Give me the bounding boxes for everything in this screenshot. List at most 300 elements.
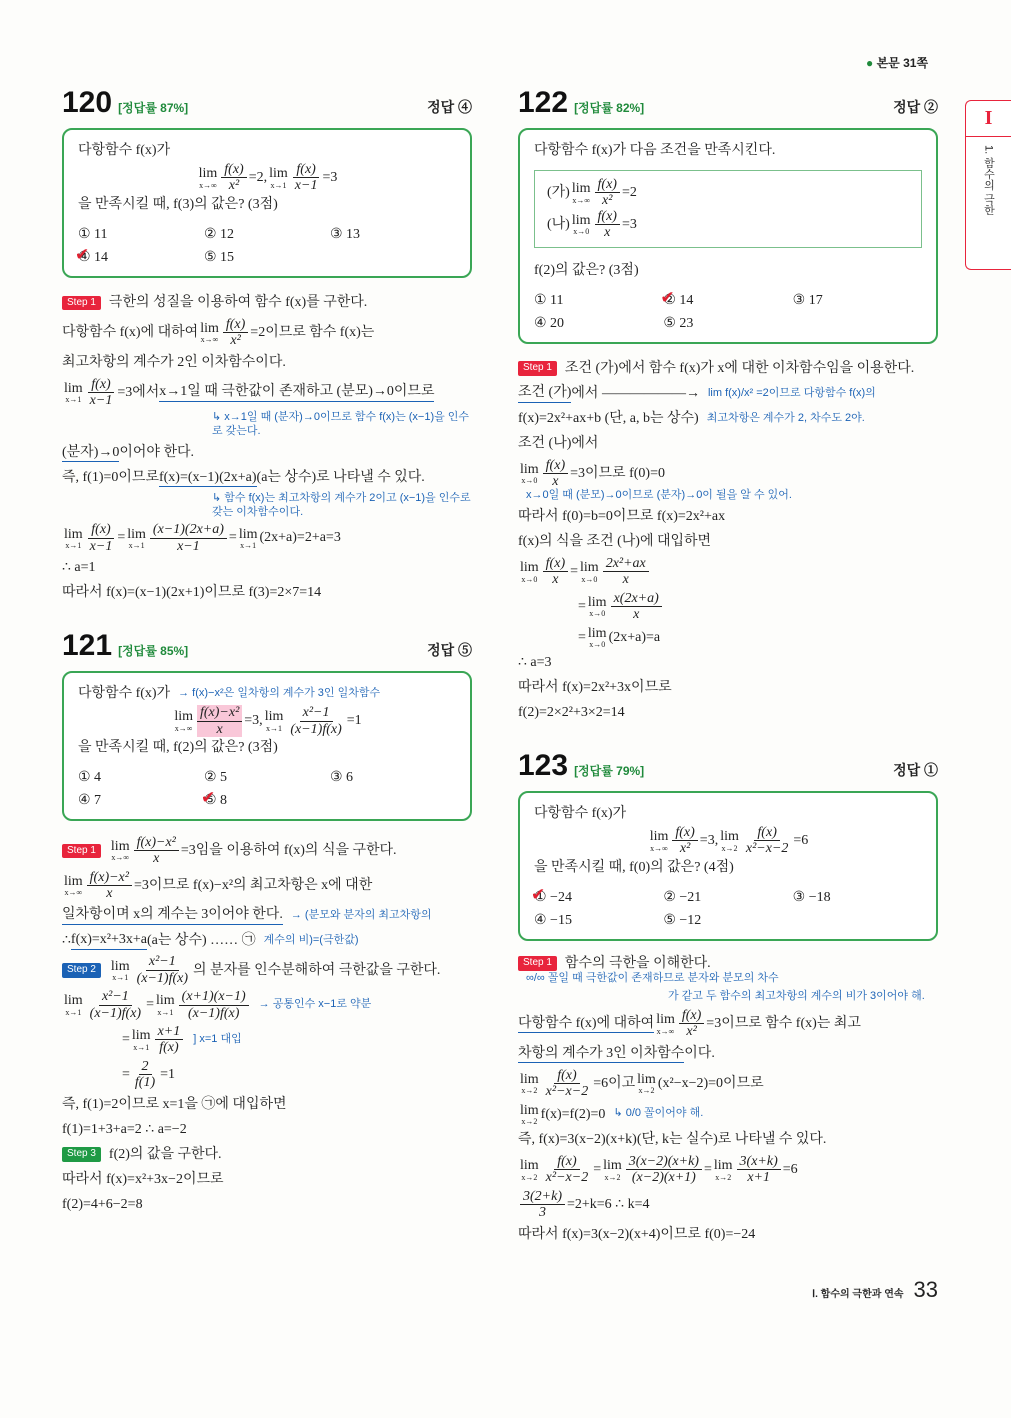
numerator: f(x) — [543, 556, 568, 572]
text: f(2)=2×2²+3×2=14 — [518, 705, 625, 721]
numerator: 3(2+k) — [520, 1189, 565, 1205]
numerator: f(x) — [754, 825, 779, 841]
lim-label: lim — [64, 873, 83, 889]
fraction — [87, 989, 144, 1021]
math-line — [534, 260, 922, 282]
fraction — [679, 1008, 704, 1040]
lim-label: lim — [131, 1028, 151, 1044]
solution — [62, 835, 472, 1219]
chapter-roman: I — [966, 107, 1011, 137]
denominator: x² — [602, 193, 613, 209]
underlined-text: 조건 (가) — [518, 384, 571, 403]
math-line — [518, 1189, 938, 1221]
lim-label: lim — [720, 829, 739, 845]
step-badge: Step 1 — [518, 956, 557, 971]
fraction — [223, 317, 248, 349]
math-line — [62, 352, 472, 374]
text: =6이고 — [593, 1076, 636, 1091]
math-line — [534, 857, 922, 879]
numerator: f(x) — [595, 177, 620, 193]
limit — [127, 527, 146, 550]
limit — [64, 381, 83, 404]
text: f(1)=1+3+a=2 ∴ a=−2 — [62, 1121, 187, 1137]
correct-rate: [정답률 85%] — [118, 644, 189, 659]
lim-subscript: x→0 — [573, 227, 590, 237]
text: 이다. — [684, 1046, 715, 1062]
text: =6 — [782, 1162, 798, 1178]
text: = — [228, 530, 237, 546]
math-line — [518, 556, 938, 588]
limit — [239, 527, 258, 550]
limit — [588, 595, 607, 618]
page-reference: ● 본문 31쪽 — [866, 56, 929, 70]
numerator: f(x) — [88, 377, 113, 393]
math-line — [78, 194, 456, 216]
lim-subscript: x→∞ — [200, 335, 219, 345]
underlined-text: x→1일 때 극한값이 존재하고 (분모)→0이므로 — [159, 383, 434, 402]
math-line — [518, 531, 938, 553]
annotation-note: ↳ 0/0 꼴이어야 해. — [613, 1107, 704, 1120]
math-line — [62, 989, 472, 1021]
lim-label: lim — [520, 560, 539, 576]
choice-option: ② 5 — [204, 769, 228, 785]
numerator: f(x) — [679, 1008, 704, 1024]
lim-subscript: x→∞ — [650, 843, 668, 853]
math-line — [62, 411, 472, 439]
choice-option: ③ 17 — [792, 292, 823, 308]
limit — [637, 1072, 656, 1095]
limit — [520, 560, 539, 583]
text: f(x)의 식을 조건 (나)에 대입하면 — [518, 534, 712, 550]
text: 이어야 한다. — [119, 445, 194, 461]
lim-label: lim — [110, 839, 130, 855]
text: 따라서 f(x)=(x−1)(2x+1)이므로 f(3)=2×7=14 — [62, 585, 322, 601]
lim-subscript: x→2 — [638, 1086, 655, 1096]
annotation-note: → (분모와 분자의 최고차항의 — [290, 908, 432, 921]
text: (a는 상수) …… ㉠ — [147, 932, 256, 948]
text: 조건 (가)에서 함수 f(x)가 x에 대한 이차함수임을 이용한다. — [564, 360, 915, 376]
lim-subscript: x→0 — [521, 476, 538, 486]
numerator: f(x) — [88, 522, 113, 538]
text: 즉, f(x)=3(x−2)(x+k)(단, k는 실수)로 나타낼 수 있다. — [518, 1132, 827, 1148]
fraction — [87, 522, 116, 554]
question-number: 120 — [62, 86, 113, 119]
conditions-box — [534, 170, 922, 248]
text: 따라서 f(x)=x²+3x−2이므로 — [62, 1171, 224, 1187]
question-header — [518, 86, 938, 120]
text: =1 — [346, 713, 362, 729]
answer-choices — [534, 292, 922, 332]
numerator: 3(x−2)(x+k) — [626, 1154, 702, 1170]
correct-rate: [정답률 87%] — [118, 101, 189, 115]
lim-label: lim — [156, 993, 175, 1009]
math-line — [518, 652, 938, 674]
lim-subscript: x→2 — [521, 1086, 538, 1096]
text: (a는 상수)로 나타낼 수 있다. — [256, 470, 425, 486]
numerator: f(x) — [223, 317, 248, 333]
solution — [62, 292, 472, 607]
math-line — [62, 377, 472, 409]
fraction — [595, 177, 620, 209]
fraction — [134, 835, 179, 867]
text: =2+k=6 ∴ k=4 — [567, 1196, 650, 1212]
limit — [603, 1158, 622, 1181]
text: f(2)=4+6−2=8 — [62, 1196, 143, 1212]
underlined-text: f(x)=(x−1)(2x+a) — [159, 469, 257, 488]
text: 가 같고 두 함수의 최고차항의 계수의 비가 3이어야 해. — [668, 990, 925, 1003]
fraction — [155, 1024, 184, 1056]
fraction — [672, 825, 697, 857]
text: =3이므로 함수 f(x)는 최고 — [706, 1016, 861, 1032]
limit — [520, 1072, 539, 1095]
choice-option: ② −21 — [663, 889, 702, 905]
text: =3에서 — [117, 384, 160, 400]
math-line — [62, 292, 472, 314]
math-line — [547, 177, 909, 209]
lim-subscript: x→0 — [521, 574, 538, 584]
text: 에서 ——————→ — [571, 385, 700, 401]
step-badge: Step 1 — [518, 361, 557, 376]
text: = — [578, 629, 586, 645]
limit — [64, 874, 83, 897]
lim-subscript: x→1 — [112, 973, 129, 983]
math-line — [518, 1154, 938, 1186]
lim-label: lim — [64, 380, 83, 396]
lim-subscript: x→∞ — [199, 180, 217, 190]
choice-option: ④ 7 — [78, 792, 102, 808]
text: = — [122, 1066, 130, 1082]
math-line — [518, 989, 938, 1005]
math-line — [518, 1043, 938, 1065]
lim-label: lim — [520, 1102, 539, 1118]
limit — [588, 626, 607, 649]
text: ↳ 함수 f(x)는 최고차항의 계수가 2이고 (x−1)을 인수로 갖는 이차함수이다. — [212, 491, 471, 518]
text: 최고차항의 계수가 2인 이차함수이다. — [62, 354, 286, 370]
choice-option: ⑤ 23 — [663, 315, 694, 331]
math-line — [78, 162, 456, 194]
denominator: (x−2)(x+1) — [631, 1170, 696, 1186]
numerator: 3(x+k) — [737, 1154, 781, 1170]
limit — [650, 829, 669, 852]
text: =3 — [322, 170, 338, 186]
choice-option: ④ −15 — [534, 912, 572, 928]
math-line — [62, 1169, 472, 1191]
fraction — [179, 989, 249, 1021]
choice-checked: ✔ ① −24 — [534, 889, 663, 906]
math-line — [518, 677, 938, 699]
text: ∴ a=3 — [518, 655, 552, 671]
denominator: x — [216, 721, 223, 737]
numerator: f(x) — [554, 1068, 579, 1084]
lim-subscript: x→1 — [240, 540, 257, 550]
chapter-side-tab — [965, 100, 1011, 270]
denominator: (x−1)f(x) — [290, 721, 342, 737]
numerator: f(x)−x² — [87, 870, 132, 886]
math-line — [518, 1129, 938, 1151]
lim-label: lim — [64, 526, 83, 542]
lim-subscript: x→1 — [270, 180, 287, 190]
math-line — [62, 929, 472, 951]
fraction — [603, 556, 649, 588]
denominator: x² — [228, 178, 240, 194]
fraction — [543, 556, 568, 588]
lim-subscript: x→2 — [604, 1172, 621, 1182]
text: 을 만족시킬 때, f(2)의 값은? (3점) — [78, 740, 278, 756]
denominator: x — [552, 572, 559, 588]
answer-label: 정답 ① — [893, 762, 938, 779]
lim-label: lim — [580, 560, 599, 576]
answer-label: 정답 ⑤ — [427, 642, 472, 659]
limit — [174, 709, 193, 732]
question-121 — [62, 629, 472, 1218]
math-line — [518, 458, 938, 504]
denominator: x² — [679, 841, 691, 857]
text: = — [703, 1162, 712, 1178]
lim-label: lim — [174, 709, 193, 725]
limit — [111, 839, 130, 862]
lim-label: lim — [587, 595, 607, 611]
text: ↳ x→1일 때 (분자)→0이므로 함수 f(x)는 (x−1)을 인수로 갖는다. — [212, 411, 470, 438]
numerator: f(x) — [595, 209, 620, 225]
question-number: 123 — [518, 749, 569, 783]
underlined-text: 다항함수 f(x)에 대하여 — [518, 1015, 654, 1034]
math-line — [62, 1059, 472, 1091]
math-line — [78, 705, 456, 737]
problem-box — [62, 128, 472, 278]
lim-subscript: x→0 — [589, 640, 606, 650]
choice-checked: ✔ ⑤ 8 — [204, 792, 330, 809]
limit — [656, 1012, 675, 1035]
fraction — [221, 162, 246, 194]
lim-subscript: x→2 — [721, 843, 738, 853]
fraction — [197, 705, 242, 737]
lim-label: lim — [269, 166, 288, 182]
text: 극한의 성질을 이용하여 함수 f(x)를 구한다. — [108, 295, 368, 311]
choice-checked: ✔ ② 14 — [663, 292, 792, 309]
math-line — [62, 1119, 472, 1141]
choice-option: ⑤ 15 — [204, 249, 235, 265]
fraction — [287, 705, 344, 737]
lim-subscript: x→1 — [133, 1042, 150, 1052]
limit — [720, 829, 739, 852]
choice-option: ⑤ −12 — [663, 912, 702, 928]
lim-subscript: x→2 — [715, 1172, 732, 1182]
limit — [199, 166, 218, 189]
choice-option: ③ 13 — [330, 226, 361, 242]
question-title — [62, 629, 188, 663]
choice-option: ① 11 — [78, 226, 108, 242]
solution — [518, 358, 938, 727]
lim-label: lim — [713, 1158, 733, 1174]
math-line — [518, 1224, 938, 1246]
limit — [520, 1158, 539, 1181]
math-line — [534, 803, 922, 825]
math-line — [518, 1008, 938, 1040]
text: = — [593, 1162, 602, 1178]
denominator: x−1 — [294, 178, 318, 194]
footer — [812, 1277, 938, 1303]
question-122 — [518, 86, 938, 727]
lim-subscript: x→∞ — [174, 723, 193, 733]
text: = — [570, 564, 579, 580]
denominator: x — [622, 572, 629, 588]
text: =3 — [621, 216, 637, 232]
numerator: f(x)−x² — [134, 835, 179, 851]
answer-choices — [78, 226, 456, 266]
step-badge: Step 1 — [62, 296, 101, 311]
text: =2, — [248, 170, 268, 186]
text: (나) — [547, 216, 570, 232]
fraction — [87, 377, 116, 409]
math-line — [62, 557, 472, 579]
numerator: 2 — [139, 1059, 152, 1075]
text: =2 — [621, 185, 637, 201]
lim-label: lim — [637, 1072, 656, 1088]
numerator: f(x) — [672, 825, 697, 841]
lim-label: lim — [200, 320, 219, 336]
footer-section: Ⅰ. 함수의 극한과 연속 — [812, 1288, 904, 1300]
denominator: (x−1)f(x) — [136, 970, 189, 986]
math-line — [518, 955, 938, 986]
annotation-note: → f(x)−x²은 일차항의 계수가 3인 일차함수 — [178, 687, 381, 700]
fraction — [611, 591, 662, 623]
answer-choices — [534, 889, 922, 929]
question-title — [518, 86, 644, 120]
lim-subscript: x→2 — [521, 1172, 538, 1182]
limit — [64, 993, 83, 1016]
step-badge: Step 1 — [62, 844, 101, 859]
question-number: 122 — [518, 86, 569, 119]
limit — [64, 527, 83, 550]
question-title — [62, 86, 188, 120]
question-header — [62, 86, 472, 120]
text: ∴ — [62, 932, 71, 948]
fraction — [134, 954, 191, 986]
text: = — [146, 997, 154, 1013]
math-line — [62, 835, 472, 867]
text: 다항함수 f(x)에 대하여 — [62, 324, 199, 340]
math-line — [62, 1024, 472, 1056]
math-line — [78, 737, 456, 759]
lim-label: lim — [649, 829, 669, 845]
lim-subscript: x→1 — [266, 723, 283, 733]
math-line — [518, 408, 938, 430]
left-column — [62, 86, 472, 1241]
lim-label: lim — [127, 526, 146, 542]
text: f(x)=f(2)=0 — [540, 1106, 606, 1122]
denominator: f(x) — [159, 1040, 179, 1056]
denominator: x — [552, 473, 559, 489]
denominator: x²−x−2 — [545, 1170, 589, 1186]
lim-label: lim — [520, 1158, 539, 1174]
lim-subscript: x→1 — [157, 1007, 174, 1017]
math-line — [78, 140, 456, 162]
lim-subscript: x→0 — [581, 574, 598, 584]
text: f(x)=2x²+ax+b (단, a, b는 상수) — [518, 410, 699, 426]
numerator: x²−1 — [300, 705, 333, 721]
annotation-note: 최고차항은 계수가 2, 차수도 2야. — [706, 411, 865, 424]
text: =6 — [793, 833, 809, 849]
solution — [518, 955, 938, 1249]
math-line — [518, 591, 938, 623]
choice-option: ③ 6 — [330, 769, 354, 785]
denominator: x — [153, 851, 160, 867]
numerator: f(x) — [554, 1154, 579, 1170]
text: 따라서 f(x)=3(x−2)(x+4)이므로 f(0)=−24 — [518, 1226, 756, 1242]
math-line — [534, 140, 922, 162]
numerator: x²−1 — [146, 954, 179, 970]
math-line — [534, 825, 922, 857]
denominator: x²−x−2 — [745, 841, 789, 857]
text: 함수의 극한을 이해한다. — [564, 955, 711, 971]
math-line — [62, 522, 472, 554]
math-line — [62, 954, 472, 986]
math-line — [62, 1194, 472, 1216]
numerator: (x+1)(x−1) — [179, 989, 249, 1005]
text: 의 분자를 인수분해하여 극한값을 구한다. — [193, 962, 441, 978]
limit — [132, 1028, 151, 1051]
correct-rate: [정답률 79%] — [574, 764, 645, 779]
numerator: f(x) — [543, 458, 568, 474]
lim-label: lim — [198, 166, 218, 182]
limit — [156, 993, 175, 1016]
annotation-note: x→0일 때 (분모)→0이므로 (분자)→0이 될을 알 수 있어. — [526, 489, 792, 502]
denominator: x+1 — [747, 1170, 770, 1186]
numerator: 2x²+ax — [603, 556, 649, 572]
denominator: x−1 — [89, 538, 113, 554]
lim-label: lim — [603, 1158, 622, 1174]
annotation-note: ∞/∞ 꼴일 때 극한값이 존재하므로 분자와 분모의 차수 — [526, 972, 779, 985]
annotation-note: lim f(x)/x² =2이므로 다항함수 f(x)의 — [707, 386, 876, 399]
text: 다항함수 f(x)가 — [78, 686, 171, 702]
fraction — [543, 458, 568, 490]
question-header — [62, 629, 472, 663]
text: ∴ a=1 — [62, 560, 96, 576]
annotation-note: ] x=1 대입 — [193, 1033, 242, 1046]
text: 을 만족시킬 때, f(3)의 값은? (3점) — [78, 197, 278, 213]
text: = — [117, 530, 126, 546]
circle-icon: ● — [866, 56, 874, 70]
text: 즉, f(1)=2이므로 x=1을 ㉠에 대입하면 — [62, 1096, 287, 1112]
lim-label: lim — [656, 1012, 675, 1028]
denominator: x² — [686, 1024, 697, 1040]
step-badge: Step 3 — [62, 1147, 101, 1162]
limit — [580, 560, 599, 583]
text: = — [122, 1032, 130, 1048]
text: =3, — [699, 833, 719, 849]
math-line — [518, 1103, 938, 1126]
underlined-text: 차항의 계수가 3인 이차함수 — [518, 1045, 684, 1064]
math-line — [518, 702, 938, 724]
math-line — [62, 1094, 472, 1116]
denominator: x — [106, 886, 113, 902]
underlined-text: f(x)=x²+3x+a — [71, 931, 147, 950]
numerator: x+1 — [155, 1024, 184, 1040]
numerator: f(x)−x² — [197, 705, 242, 721]
math-line — [62, 492, 472, 520]
answer-label: 정답 ② — [893, 99, 938, 115]
math-line — [78, 683, 456, 705]
correct-rate: [정답률 82%] — [574, 101, 645, 115]
lim-subscript: x→1 — [65, 540, 82, 550]
denominator: 3 — [539, 1205, 546, 1221]
lim-subscript: x→2 — [521, 1117, 538, 1127]
denominator: x² — [230, 333, 241, 349]
limit — [520, 1103, 539, 1126]
choice-option: ① 4 — [78, 769, 102, 785]
text: 조건 (나)에서 — [518, 435, 599, 451]
question-123 — [518, 749, 938, 1249]
